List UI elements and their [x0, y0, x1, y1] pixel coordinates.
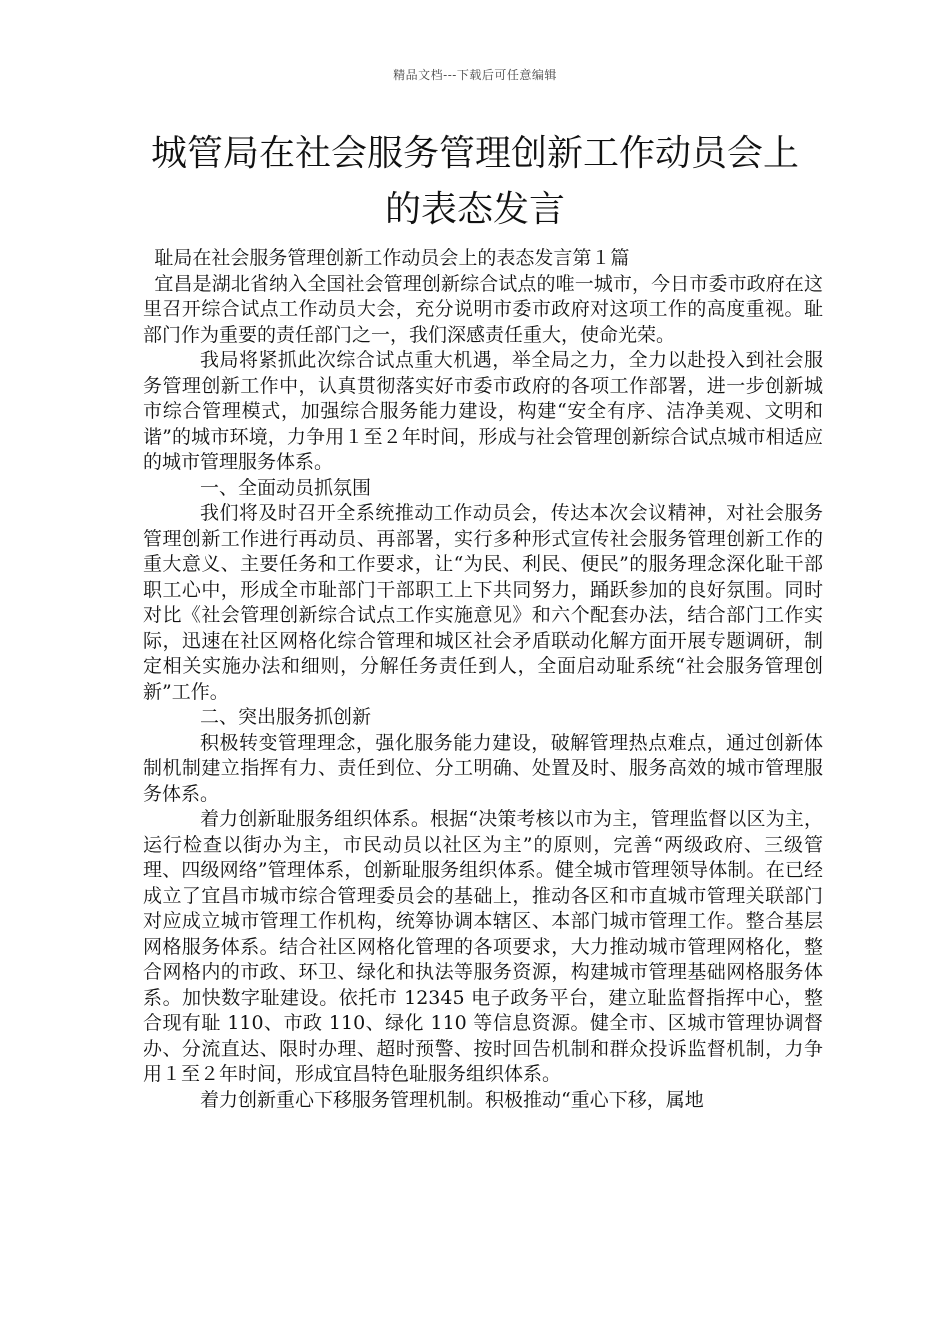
paragraph-6: 着力创新重心下移服务管理机制。积极推动“重心下移，属地 — [200, 1088, 704, 1111]
document-title — [100, 126, 850, 238]
paragraph-3: 我们将及时召开全系统推动工作动员会，传达本次会议精神，对社会服务管理创新工作进行再动员、再部署，实行多种形式宣传社会服务管理创新工作的重大意义、主要任务和工作要求，让“为民、利民、便民”的服务理念深化耻干部职工心中，形成全市耻部门干部职工上下共同努力，踊跃参加的良好氛围。同时对比《社会管理创新综合试点工作实施意见》和六个配套办法，结合部门工作实际，迅速在社区网格化综合管理和城区社会矛盾联动化解方面开展专题调研，制定相关实施办法和细则，分解任务责任到人，全面启动耻系统“社会服务管理创新”工作。 — [143, 502, 823, 703]
document-subtitle: 耻局在社会服务管理创新工作动员会上的表态发言第１篇 — [154, 247, 630, 269]
paragraph-5: 着力创新耻服务组织体系。根据“决策考核以市为主，管理监督以区为主，运行检查以街办为主，市民动员以社区为主”的原则，完善“两级政府、三级管理、四级网络”管理体系，创新耻服务组织体系。健全城市管理领导体制。在已经成立了宜昌市城市综合管理委员会的基础上，推动各区和市直城市管理关联部门对应成立城市管理工作机构，统筹协调本辖区、本部门城市管理工作。整合基层网格服务体系。结合社区网格化管理的各项要求，大力推动城市管理网格化，整合网格内的市政、环卫、绿化和执法等服务资源，构建城市管理基础网格服务体系。加快数字耻建设。依托市 12345 电子政务平台，建立耻监督指挥中心，整合现有耻 110、市政 110、绿化 110 等信息资源。健全市、区城市管理协调督办、分流直达、限时办理、超时预警、按时回告机制和群众投诉监督机制，力争用１至２年时间，形成宜昌特色耻服务组织体系。 — [143, 808, 823, 1085]
document-title-line-1: 城管局在社会服务管理创新工作动员会上 — [150, 133, 799, 174]
document-body — [143, 246, 823, 1113]
paragraph-1: 宜昌是湖北省纳入全国社会管理创新综合试点的唯一城市，今日市委市政府在这里召开综合试点工作动员大会，充分说明市委市政府对这项工作的高度重视。耻部门作为重要的责任部门之一，我们深感责任重大，使命光荣。 — [143, 272, 823, 346]
section-heading-1: 一、全面动员抓氛围 — [200, 476, 372, 499]
section-heading-2: 二、突出服务抓创新 — [200, 706, 372, 728]
paragraph-2: 我局将紧抓此次综合试点重大机遇，举全局之力，全力以赴投入到社会服务管理创新工作中，认真贯彻落实好市委市政府的各项工作部署，进一步创新城市综合管理模式，加强综合服务能力建设，构建“安全有序、洁净美观、文明和谐”的城市环境，力争用１至２年时间，形成与社会管理创新综合试点城市相适应的城市管理服务体系。 — [143, 349, 823, 473]
page-header-note: 精品文档---下载后可任意编辑 — [393, 68, 557, 82]
document-title-line-2: 的表态发言 — [384, 189, 565, 230]
paragraph-4: 积极转变管理理念，强化服务能力建设，破解管理热点难点，通过创新体制机制建立指挥有力、责任到位、分工明确、处置及时、服务高效的城市管理服务体系。 — [143, 731, 823, 805]
